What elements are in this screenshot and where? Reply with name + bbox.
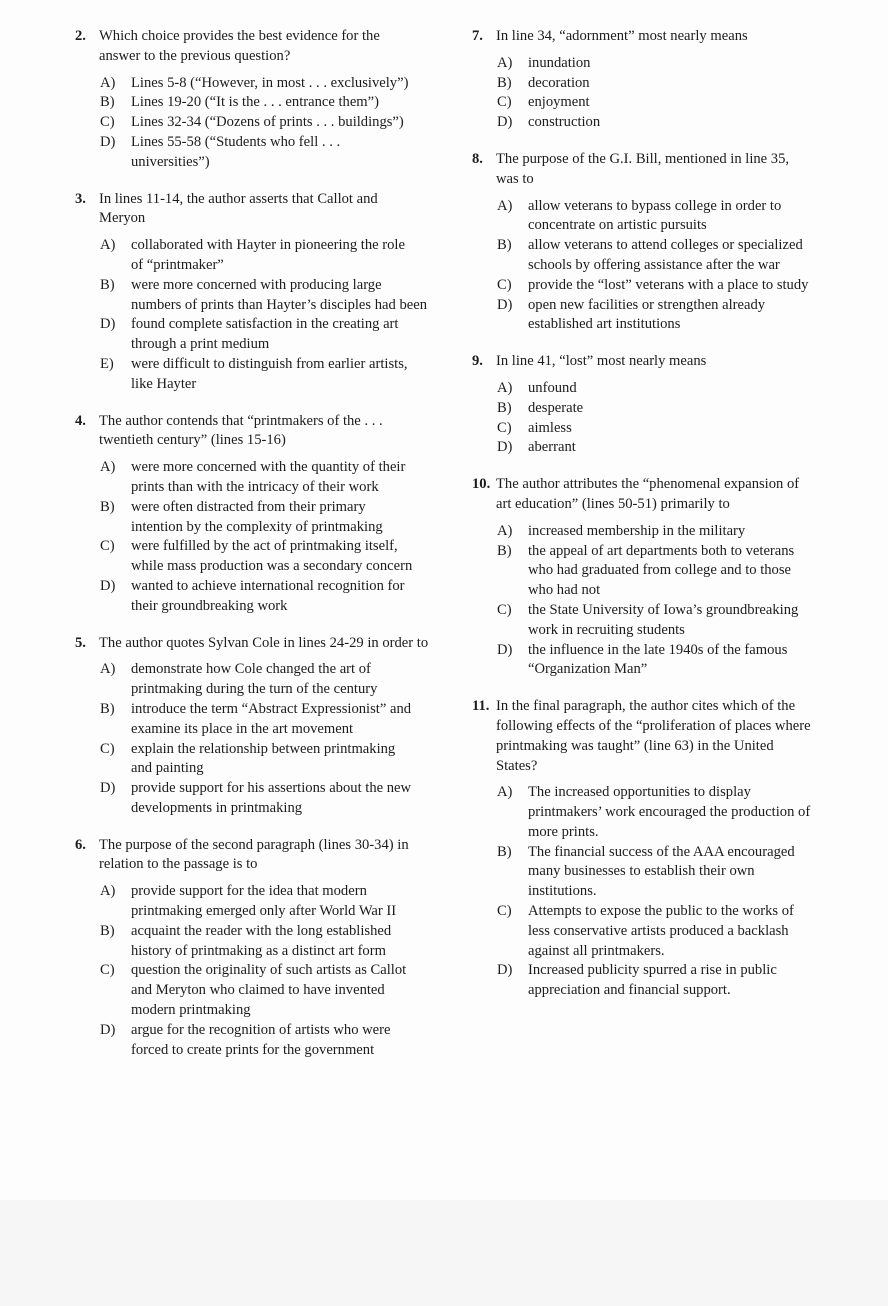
option-letter: D) [100,780,116,797]
option-letter: A) [100,74,116,91]
option-text: were fulfilled by the act of printmaking itself, while mass production was a secondary concern [131,538,413,575]
option-letter: A) [497,197,513,214]
option-letter: D) [497,962,513,979]
answer-option[interactable] [472,641,882,681]
question-number: 8. [472,150,483,167]
option-letter: C) [100,740,115,757]
question-number: 9. [472,353,483,370]
answer-option[interactable] [75,236,463,276]
option-letter: C) [497,903,512,920]
answer-option[interactable] [472,438,882,458]
option-letter: B) [100,700,115,717]
question-number: 11. [472,698,490,715]
question-number: 6. [75,836,86,853]
answer-option[interactable] [75,779,463,819]
option-text: Increased publicity spurred a rise in public appreciation and financial support. [528,962,777,999]
option-letter: A) [497,54,513,71]
option-letter: D) [100,1021,116,1038]
option-text: explain the relationship between printmaking and painting [131,740,396,777]
option-text: provide the “lost” veterans with a place to study [528,276,809,293]
option-letter: B) [497,542,512,559]
question-stem [75,27,463,67]
question-stem [472,697,882,776]
left-column [75,27,463,1077]
option-letter: B) [100,498,115,515]
option-text: the appeal of art departments both to veterans who had graduated from college and to those who had not [528,542,795,599]
option-text: were more concerned with the quantity of their prints than with the intricacy of their work [131,459,406,495]
answer-option[interactable] [75,740,463,780]
option-letter: B) [497,237,512,254]
option-text: Attempts to expose the public to the works of less conservative artists produced a backlash against all printmakers. [528,903,794,959]
question-stem [472,475,882,515]
option-text: allow veterans to bypass college in order to concentrate on artistic pursuits [528,197,782,234]
answer-option[interactable] [472,54,882,74]
option-text: The financial success of the AAA encouraged many businesses to establish their own institutions. [528,843,795,900]
question-stem [75,190,463,230]
answer-option[interactable] [472,379,882,399]
question-text: In the final paragraph, the author cites which of the following effects of the “proliferation of places where printmaking was taught” (line 63) in the United States? [496,698,811,774]
option-text: Lines 55-58 (“Students who fell . . . universities”) [131,133,341,170]
option-text: demonstrate how Cole changed the art of printmaking during the turn of the century [131,661,378,698]
option-text: were difficult to distinguish from earlier artists, like Hayter [131,355,408,392]
option-letter: B) [100,94,115,111]
answer-option[interactable] [472,902,882,961]
answer-option[interactable] [75,458,463,498]
option-letter: D) [497,641,513,658]
option-letter: A) [497,522,513,539]
answer-option[interactable] [472,601,882,641]
option-text: the influence in the late 1940s of the famous “Organization Man” [528,641,788,678]
option-letter: A) [100,883,116,900]
answer-option[interactable] [75,922,463,962]
option-text: construction [528,114,601,131]
option-letter: C) [100,114,115,131]
option-text: the State University of Iowa’s groundbreaking work in recruiting students [528,601,799,638]
question-number: 4. [75,412,86,429]
option-letter: C) [497,601,512,618]
question-text: Which choice provides the best evidence for the answer to the previous question? [99,28,380,64]
answer-option[interactable] [75,537,463,577]
answer-option[interactable] [472,522,882,542]
question-number: 5. [75,634,86,651]
answer-option[interactable] [472,276,882,296]
question-text: The author attributes the “phenomenal expansion of art education” (lines 50-51) primarily to [496,476,800,512]
question-10 [472,475,882,680]
question-stem [75,412,463,452]
answer-option[interactable] [75,133,463,173]
question-text: The purpose of the second paragraph (lines 30-34) in relation to the passage is to [99,836,409,873]
answer-option[interactable] [75,276,463,316]
answer-option[interactable] [472,236,882,276]
option-text: increased membership in the military [528,522,746,539]
option-text: unfound [528,379,577,396]
option-letter: E) [100,355,114,372]
option-text: Lines 32-34 (“Dozens of prints . . . buildings”) [131,114,404,131]
answer-option[interactable] [75,498,463,538]
option-text: enjoyment [528,94,590,111]
question-text: The author quotes Sylvan Cole in lines 24-29 in order to [99,634,429,651]
answer-option[interactable] [472,296,882,336]
question-text: The purpose of the G.I. Bill, mentioned in line 35, was to [496,150,790,187]
option-letter: B) [497,843,512,860]
question-8 [472,150,882,335]
answer-option[interactable] [472,961,882,1001]
option-letter: C) [497,419,512,436]
question-stem [472,150,882,190]
answer-option[interactable] [75,355,463,395]
question-4 [75,412,463,617]
option-letter: D) [100,577,116,594]
answer-option[interactable] [75,577,463,617]
answer-option[interactable] [472,74,882,94]
option-text: acquaint the reader with the long established history of printmaking as a distinct art form [131,922,392,959]
option-text: inundation [528,54,591,71]
option-text: The increased opportunities to display printmakers’ work encouraged the production of more prints. [528,784,811,840]
option-letter: D) [497,114,513,131]
answer-option[interactable] [472,399,882,419]
answer-option[interactable] [75,961,463,1020]
question-text: The author contends that “printmakers of the . . . twentieth century” (lines 15-16) [99,412,383,449]
option-text: provide support for the idea that modern printmaking emerged only after World War II [131,883,397,920]
option-letter: B) [100,276,115,293]
question-stem [472,352,882,372]
option-text: Lines 5-8 (“However, in most . . . exclusively”) [131,74,409,91]
option-letter: D) [497,296,513,313]
option-text: decoration [528,74,590,91]
question-text: In line 34, “adornment” most nearly means [496,28,748,44]
option-letter: D) [497,439,513,456]
answer-option[interactable] [472,197,882,237]
option-letter: A) [100,237,116,254]
question-text: In line 41, “lost” most nearly means [496,353,707,370]
option-text: open new facilities or strengthen already established art institutions [528,296,766,333]
option-text: provide support for his assertions about the new developments in printmaking [131,780,412,816]
option-text: aberrant [528,439,576,456]
option-letter: D) [100,133,116,150]
option-text: wanted to achieve international recognition for their groundbreaking work [131,577,405,614]
option-text: desperate [528,399,584,416]
option-letter: B) [497,399,512,416]
option-letter: C) [497,276,512,293]
option-text: aimless [528,419,572,436]
option-letter: D) [100,316,116,333]
option-text: found complete satisfaction in the creating art through a print medium [131,316,399,353]
question-stem [472,27,882,47]
question-9 [472,352,882,458]
answer-option[interactable] [472,93,882,113]
option-letter: A) [497,784,513,801]
answer-option[interactable] [75,113,463,133]
page-bottom-shade [0,1200,888,1306]
question-text: In lines 11-14, the author asserts that Callot and Meryon [99,190,378,227]
answer-option[interactable] [75,74,463,94]
answer-option[interactable] [472,542,882,601]
answer-option[interactable] [472,843,882,902]
question-5 [75,634,463,819]
answer-option[interactable] [75,1021,463,1061]
question-6 [75,836,463,1061]
option-text: were often distracted from their primary intention by the complexity of printmaking [131,498,383,535]
question-7 [472,27,882,133]
answer-option[interactable] [472,783,882,842]
option-text: Lines 19-20 (“It is the . . . entrance them”) [131,94,380,111]
question-stem [75,634,463,654]
option-letter: B) [497,74,512,91]
option-letter: A) [497,379,513,396]
option-letter: A) [100,661,116,678]
option-letter: C) [497,94,512,111]
question-stem [75,836,463,876]
question-number: 2. [75,28,86,44]
option-text: were more concerned with producing large numbers of prints than Hayter’s disciples had been [131,276,427,313]
answer-option[interactable] [472,113,882,133]
answer-option[interactable] [75,700,463,740]
question-number: 3. [75,190,86,207]
option-letter: A) [100,459,116,476]
option-text: collaborated with Hayter in pioneering the role of “printmaker” [131,237,405,273]
option-text: argue for the recognition of artists who were forced to create prints for the government [131,1021,391,1058]
question-3 [75,190,463,395]
question-number: 7. [472,28,483,44]
answer-option[interactable] [75,93,463,113]
question-11 [472,697,882,1001]
option-letter: B) [100,922,115,939]
answer-option[interactable] [75,882,463,922]
question-number: 10. [472,476,491,493]
answer-option[interactable] [472,419,882,439]
answer-option[interactable] [75,315,463,355]
option-letter: C) [100,538,115,555]
option-text: allow veterans to attend colleges or specialized schools by offering assistance after the war [528,237,803,273]
answer-option[interactable] [75,660,463,700]
right-column [472,27,882,1018]
question-2 [75,27,463,173]
option-text: introduce the term “Abstract Expressionist” and examine its place in the art movement [131,700,412,737]
option-text: question the originality of such artists as Callot and Meryton who claimed to have invented modern printmaking [131,962,407,1019]
option-letter: C) [100,962,115,979]
